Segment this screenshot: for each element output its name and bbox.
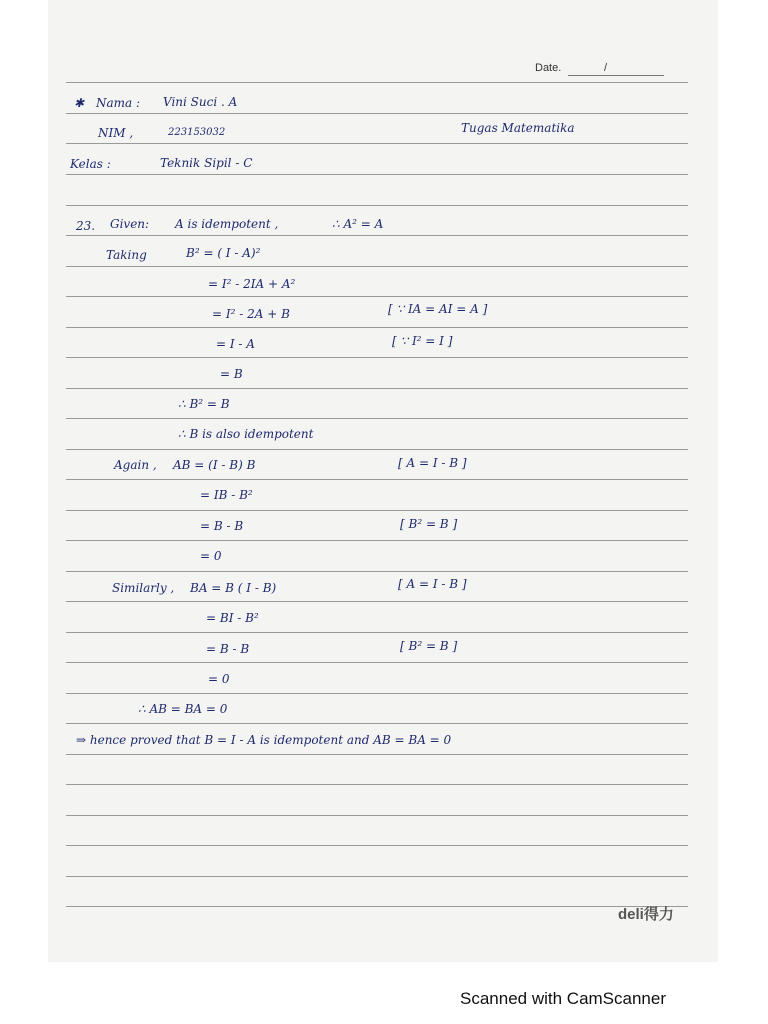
again-step-2-note: [ B² = B ]: [400, 517, 458, 531]
rule-line: [66, 784, 688, 785]
star-icon: ✱: [74, 96, 85, 110]
kelas-label: Kelas :: [70, 157, 111, 171]
rule-line: [66, 235, 688, 236]
rule-line: [66, 327, 688, 328]
conclusion-2: ∴ B is also idempotent: [178, 427, 314, 441]
rule-line: [66, 723, 688, 724]
similar-step-2-note: [ B² = B ]: [400, 639, 458, 653]
similarly-label: Similarly ,: [112, 581, 175, 595]
rule-line: [66, 815, 688, 816]
rule-line: [66, 693, 688, 694]
rule-line: [66, 143, 688, 144]
nim-value: 223153032: [168, 127, 226, 138]
rule-line: [66, 357, 688, 358]
rule-line: [66, 540, 688, 541]
rule-line: [66, 601, 688, 602]
deli-brand-logo: deli得力: [618, 906, 674, 923]
again-label: Again ,: [114, 458, 157, 472]
date-separator: /: [604, 62, 608, 74]
rule-line: [66, 479, 688, 480]
rule-line: [66, 632, 688, 633]
nama-value: Vini Suci . A: [163, 95, 238, 109]
rule-line: [66, 449, 688, 450]
rule-line: [66, 388, 688, 389]
again-step-2: = B - B: [200, 519, 244, 533]
step-3: = I - A: [216, 337, 255, 351]
step-4: = B: [220, 367, 243, 381]
notebook-page: [48, 0, 718, 962]
similarly-equation: BA = B ( I - B): [190, 581, 277, 595]
step-2: = I² - 2A + B: [212, 307, 290, 321]
again-equation: AB = (I - B) B: [173, 458, 256, 472]
rule-line: [66, 754, 688, 755]
camscanner-footer: Scanned with CamScanner: [460, 989, 667, 1008]
taking-equation: B² = ( I - A)²: [186, 246, 261, 260]
proof-statement: ⇒ hence proved that B = I - A is idempotent and AB = BA = 0: [76, 733, 452, 747]
rule-line: [66, 571, 688, 572]
again-step-3: = 0: [200, 549, 222, 563]
given-label: Given:: [110, 217, 150, 231]
date-line: [568, 75, 664, 76]
rule-line: [66, 113, 688, 114]
date-label: Date.: [535, 62, 562, 74]
step-2-note: [ ∵ IA = AI = A ]: [388, 302, 488, 316]
similar-step-3: = 0: [208, 672, 230, 686]
taking-label: Taking: [106, 248, 147, 262]
problem-number: 23.: [76, 219, 96, 233]
step-3-note: [ ∵ I² = I ]: [392, 334, 453, 348]
conclusion-1: ∴ B² = B: [178, 397, 230, 411]
rule-line: [66, 845, 688, 846]
similar-step-1: = BI - B²: [206, 611, 259, 625]
subject-title: Tugas Matematika: [461, 121, 575, 135]
rule-line: [66, 174, 688, 175]
rule-line: [66, 82, 688, 83]
rule-line: [66, 876, 688, 877]
nama-label: Nama :: [96, 96, 141, 110]
rule-line: [66, 418, 688, 419]
nim-label: NIM ,: [98, 126, 134, 140]
rule-line: [66, 906, 688, 907]
rule-line: [66, 296, 688, 297]
rule-line: [66, 266, 688, 267]
rule-line: [66, 205, 688, 206]
given-result: ∴ A² = A: [332, 217, 384, 231]
similar-step-2: = B - B: [206, 642, 250, 656]
rule-line: [66, 510, 688, 511]
step-1: = I² - 2IA + A²: [208, 277, 296, 291]
final-result: ∴ AB = BA = 0: [138, 702, 228, 716]
again-step-1: = IB - B²: [200, 488, 253, 502]
similarly-note: [ A = I - B ]: [398, 577, 467, 591]
again-note: [ A = I - B ]: [398, 456, 467, 470]
kelas-value: Teknik Sipil - C: [160, 156, 253, 170]
given-text: A is idempotent ,: [175, 217, 279, 231]
rule-line: [66, 662, 688, 663]
